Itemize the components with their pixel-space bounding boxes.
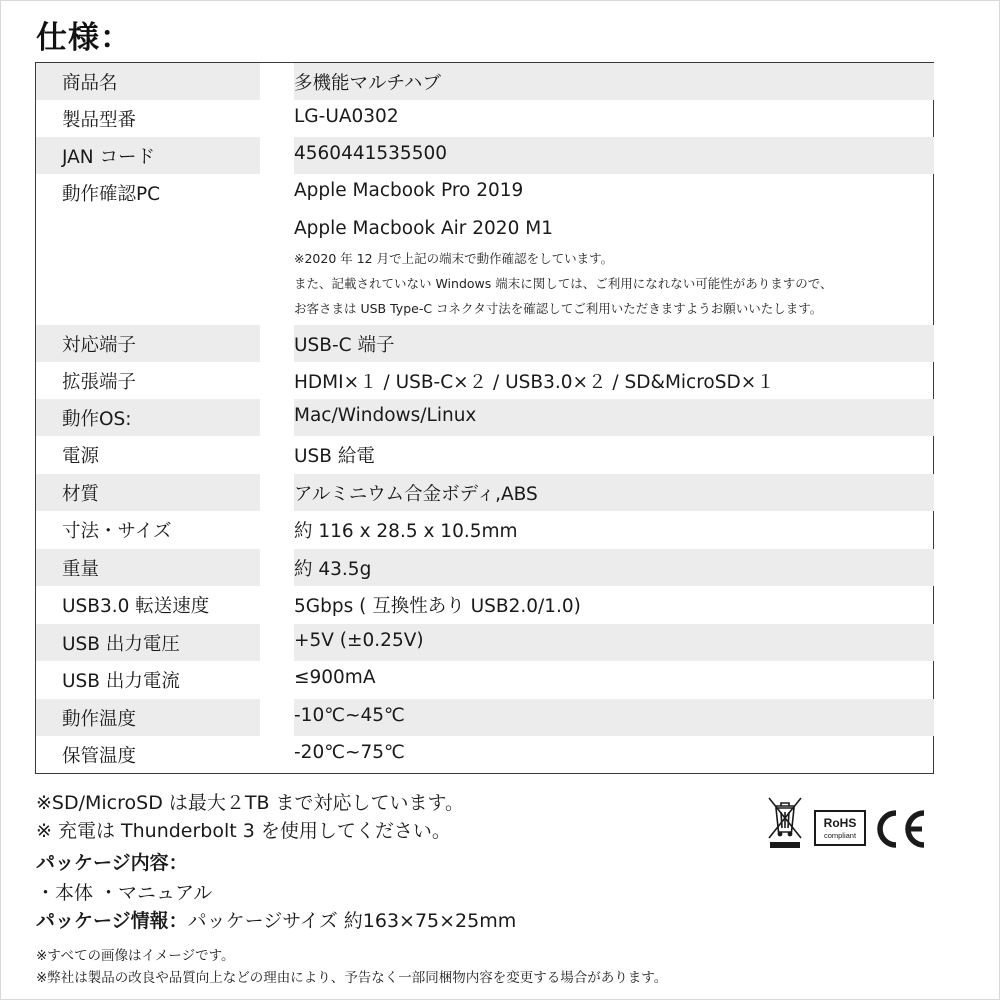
spec-value: -10℃~45℃ xyxy=(294,705,405,726)
disclaimer-changes: ※弊社は製品の改良や品質向上などの理由により、予告なく一部同梱物内容を変更する場合があります。 xyxy=(36,970,668,986)
spec-key: JAN コード xyxy=(62,147,156,168)
spec-value: -20℃~75℃ xyxy=(294,742,405,763)
spec-value: ≤900mA xyxy=(294,667,376,688)
row-divider xyxy=(260,325,294,362)
spec-value: Mac/Windows/Linux xyxy=(294,405,477,426)
row-divider xyxy=(260,549,294,586)
spec-key: 動作温度 xyxy=(62,709,137,730)
row-divider xyxy=(260,474,294,511)
charging-note: ※ 充電は Thunderbolt 3 を使用してください。 xyxy=(36,820,451,842)
spec-value: 4560441535500 xyxy=(294,143,448,164)
table-row xyxy=(36,624,934,661)
spec-table xyxy=(35,62,934,774)
ce-mark-icon xyxy=(872,808,928,850)
table-row xyxy=(36,549,934,586)
spec-value: USB-C 端子 xyxy=(294,335,395,356)
table-row xyxy=(36,362,934,399)
spec-key: USB3.0 転送速度 xyxy=(62,596,210,617)
spec-key: 保管温度 xyxy=(62,746,137,767)
rohs-sublabel: compliant xyxy=(823,831,857,840)
table-row xyxy=(36,63,934,100)
table-row xyxy=(36,137,934,174)
package-info-value: パッケージサイズ 約163×75×25mm xyxy=(187,910,517,932)
spec-key: USB 出力電流 xyxy=(62,671,180,692)
spec-value: 約 116 x 28.5 x 10.5mm xyxy=(294,521,518,542)
spec-key: 重量 xyxy=(62,559,100,580)
row-divider xyxy=(260,399,294,436)
spec-value: 約 43.5g xyxy=(294,559,372,580)
table-row xyxy=(36,661,934,699)
pc-note: ※2020 年 12 月で上記の端末で動作確認をしています。 xyxy=(294,251,614,266)
row-divider xyxy=(260,624,294,661)
table-row xyxy=(36,474,934,511)
table-row xyxy=(36,399,934,436)
pc-note: お客さまは USB Type-C コネクタ寸法を確認してご利用いただきますようお願いいたします。 xyxy=(294,301,823,316)
package-info-label: パッケージ情報： xyxy=(36,910,188,932)
spec-key: 拡張端子 xyxy=(62,372,137,393)
disclaimer-images: ※すべての画像はイメージです。 xyxy=(36,948,235,964)
rohs-label: RoHS xyxy=(823,816,857,830)
spec-value: USB 給電 xyxy=(294,446,375,467)
sd-note: ※SD/MicroSD は最大２TB まで対応しています。 xyxy=(36,792,465,814)
table-row xyxy=(36,511,934,548)
spec-value: 多機能マルチハブ xyxy=(294,73,441,94)
spec-value-line2: Apple Macbook Air 2020 M1 xyxy=(294,218,553,239)
spec-key: 動作OS: xyxy=(62,409,132,430)
spec-value: アルミニウム合金ボディ,ABS xyxy=(294,484,538,505)
table-row xyxy=(36,699,934,736)
spec-value: +5V (±0.25V) xyxy=(294,630,424,651)
table-row xyxy=(36,586,934,624)
spec-value: LG-UA0302 xyxy=(294,106,399,127)
package-info xyxy=(36,906,516,933)
spec-key: 寸法・サイズ xyxy=(62,521,172,542)
table-row xyxy=(36,100,934,137)
spec-key: 動作確認PC xyxy=(62,184,161,205)
table-row xyxy=(36,436,934,474)
spec-value: HDMI×１ / USB-C×２ / USB3.0×２ / SD&MicroSD×１ xyxy=(294,372,775,393)
spec-key: 電源 xyxy=(62,446,100,467)
table-row xyxy=(36,325,934,362)
row-divider xyxy=(260,63,294,100)
spec-key: 材質 xyxy=(62,484,100,505)
row-divider xyxy=(260,137,294,174)
table-row xyxy=(36,174,934,323)
pc-note: また、記載されていない Windows 端末に関しては、ご利用になれない可能性がありますので、 xyxy=(294,276,833,291)
weee-bin-icon xyxy=(766,794,804,850)
spec-value: Apple Macbook Pro 2019 xyxy=(294,180,524,201)
spec-key: 商品名 xyxy=(62,73,118,94)
spec-key: 対応端子 xyxy=(62,335,137,356)
table-row xyxy=(36,736,934,773)
spec-key: USB 出力電圧 xyxy=(62,634,180,655)
page-title: 仕様： xyxy=(36,20,132,56)
spec-value: 5Gbps ( 互換性あり USB2.0/1.0) xyxy=(294,596,581,617)
spec-key: 製品型番 xyxy=(62,110,137,131)
rohs-icon xyxy=(814,810,866,846)
package-heading: パッケージ内容： xyxy=(36,852,188,874)
package-contents: ・本体 ・マニュアル xyxy=(36,882,213,904)
row-divider xyxy=(260,699,294,736)
